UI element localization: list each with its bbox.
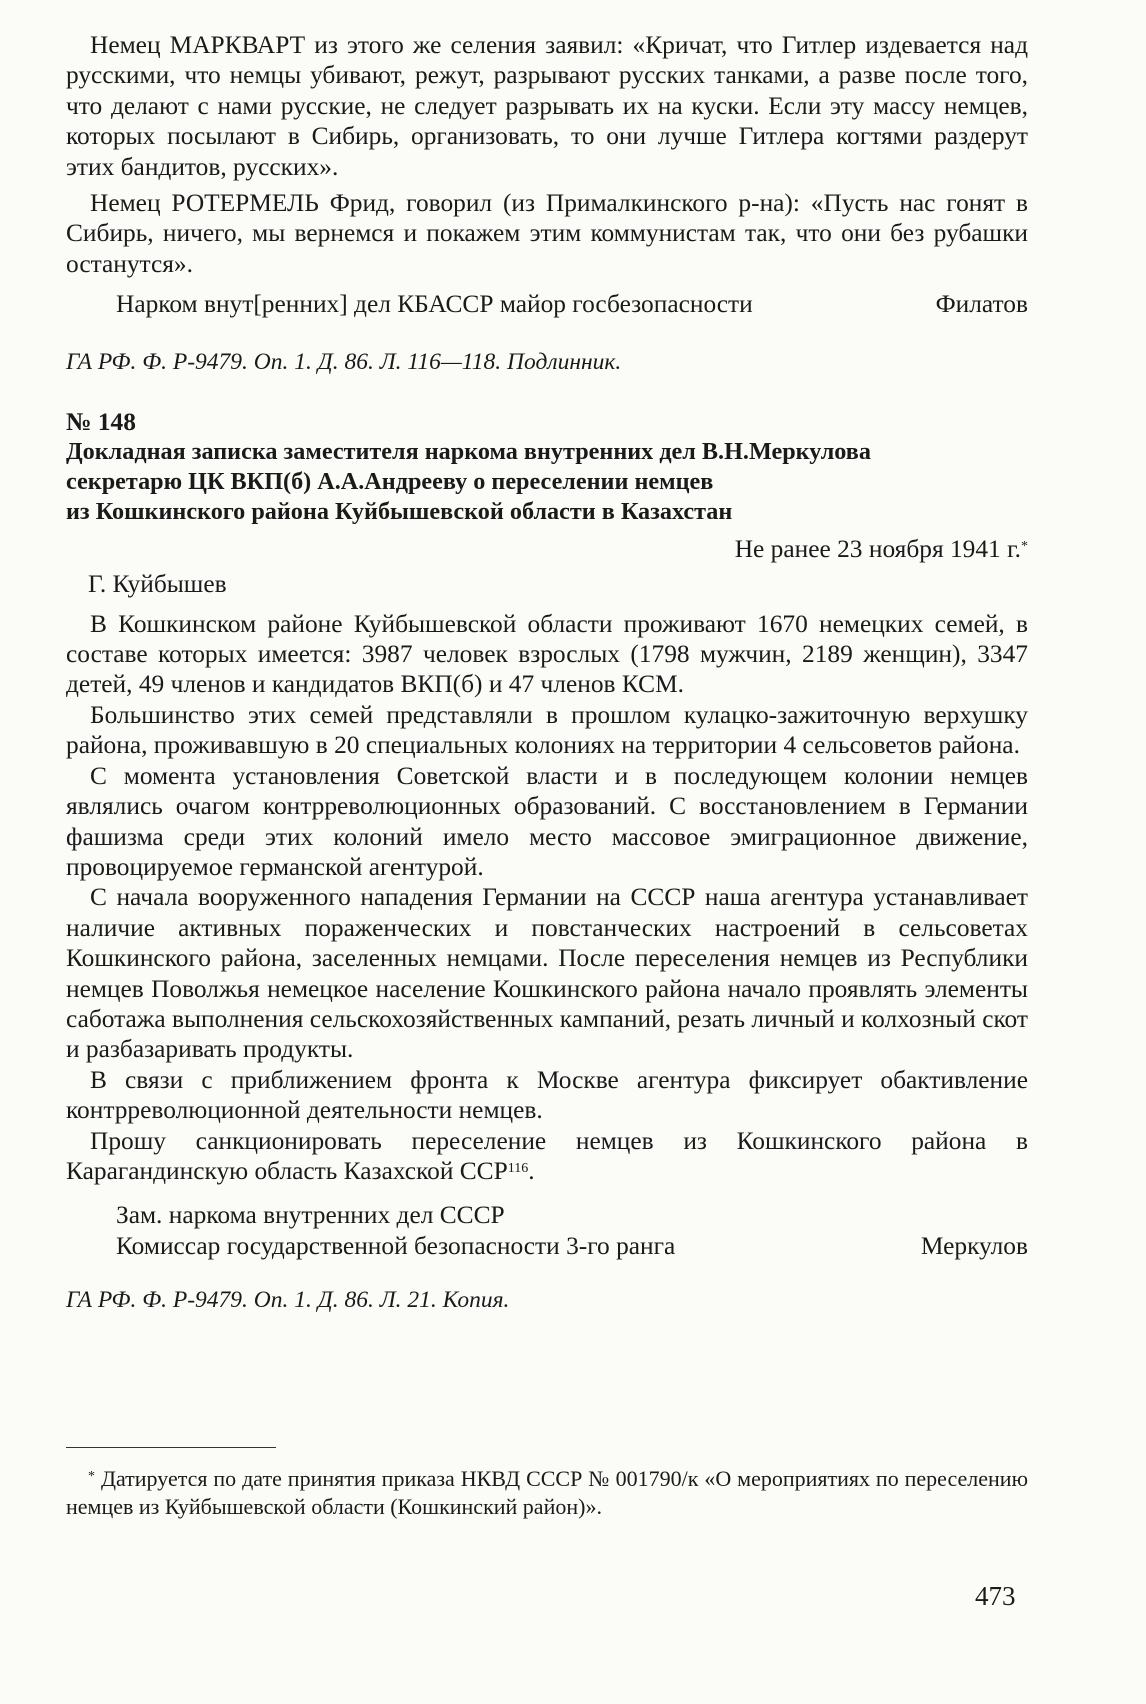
doc-signature-name: Меркулов (920, 1231, 1028, 1260)
prev-paragraph-2: Немец РОТЕРМЕЛЬ Фрид, говорил (из Прималкинского р-на): «Пусть нас гонят в Сибирь, ничего, мы вернемся и покажем этим коммунистам так, что они без рубашки останутся». (66, 189, 1028, 278)
document-number: № 148 (66, 407, 136, 436)
doc-paragraph-5: В связи с приближением фронта к Москве агентура фиксирует обактивление контрреволюционной деятельности немцев. (66, 1065, 1028, 1125)
doc-paragraph-2: Большинство этих семей представляли в прошлом кулацко-зажиточную верхушку района, проживавшую в 20 специальных колониях на территории 4 сельсоветов района. (66, 700, 1028, 760)
document-date (66, 534, 1028, 564)
doc-paragraph-6-text: Прошу санкционировать переселение немцев из Кошкинского района в Карагандинскую область Казахской ССР (66, 1126, 1028, 1185)
prev-paragraph-1: Немец МАРКВАРТ из этого же селения заявил: «Кричат, что Гитлер издевается над русскими, что немцы убивают, режут, разрывают русских танками, а разве после того, что делают с нами русские, не следует разрывать их на куски. Если эту массу немцев, которых посылают в Сибирь, организовать, то они лучше Гитлера когтями раздерут этих бандитов, русских». (66, 31, 1028, 181)
footnote (66, 1465, 1028, 1520)
document-title-line-1: Докладная записка заместителя наркома внутренних дел В.Н.Меркулова (66, 437, 871, 465)
page-number: 473 (975, 1581, 1016, 1611)
document-title-line-2: секретарю ЦК ВКП(б) А.А.Андрееву о переселении немцев (66, 467, 714, 495)
doc-paragraph-4: С начала вооруженного нападения Германии на СССР наша агентура устанавливает наличие активных пораженческих и повстанческих настроений в сельсоветах Кошкинского района, заселенных немцами. После переселения немцев из Республики немцев Поволжья немецкое население Кошкинского района начало проявлять элементы саботажа выполнения сельскохозяйственных кампаний, резать личный и колхозный скот и разбазаривать продукты. (66, 883, 1028, 1064)
endnote-reference: 116 (507, 1160, 529, 1176)
prev-signature-title: Нарком внут[ренних] дел КБАССР майор госбезопасности (116, 290, 753, 319)
document-place: Г. Куйбышев (88, 569, 227, 598)
document-title (66, 437, 1028, 527)
doc-signature-line-1: Зам. наркома внутренних дел СССР (116, 1201, 505, 1230)
doc-signature (66, 1200, 1028, 1261)
doc-paragraph-1: В Кошкинском районе Куйбышевской области проживают 1670 немецких семей, в составе которых имеется: 3987 человек взрослых (1798 мужчин, 2189 женщин), 3347 детей, 49 членов и кандидатов ВКП(б) и 47 членов КСМ. (66, 609, 1028, 699)
doc-paragraph-6-end: . (528, 1156, 535, 1185)
doc-signature-titles (116, 1200, 675, 1261)
doc-source-citation: ГА РФ. Ф. Р-9479. Оп. 1. Д. 86. Л. 21. Копия. (66, 1287, 510, 1314)
doc-paragraph-6 (66, 1126, 1028, 1187)
doc-signature-line-2: Комиссар государственной безопасности 3-го ранга (116, 1231, 676, 1260)
page-body (66, 30, 1028, 1315)
date-footnote-mark: * (1021, 538, 1028, 554)
footnote-mark: * (88, 1469, 95, 1484)
prev-signature-name: Филатов (935, 290, 1028, 319)
document-date-text: Не ранее 23 ноября 1941 г. (734, 534, 1021, 563)
doc-paragraph-3: С момента установления Советской власти и в последующем колонии немцев являлись очагом контрреволюционных образований. С восстановлением в Германии фашизма среди этих колоний имело место массовое эмиграционное движение, провоцируемое германской агентурой. (66, 761, 1028, 881)
prev-signature (66, 289, 1028, 319)
document-title-line-3: из Кошкинского района Куйбышевской области в Казахстан (66, 497, 733, 525)
footnote-text: Датируется по дате принятия приказа НКВД СССР № 001790/к «О мероприятиях по переселению немцев из Куйбышевской области (Кошкинский район)». (66, 1466, 1029, 1519)
prev-source-citation: ГА РФ. Ф. Р-9479. Оп. 1. Д. 86. Л. 116—118. Подлинник. (66, 348, 622, 375)
footnote-divider (66, 1447, 276, 1448)
